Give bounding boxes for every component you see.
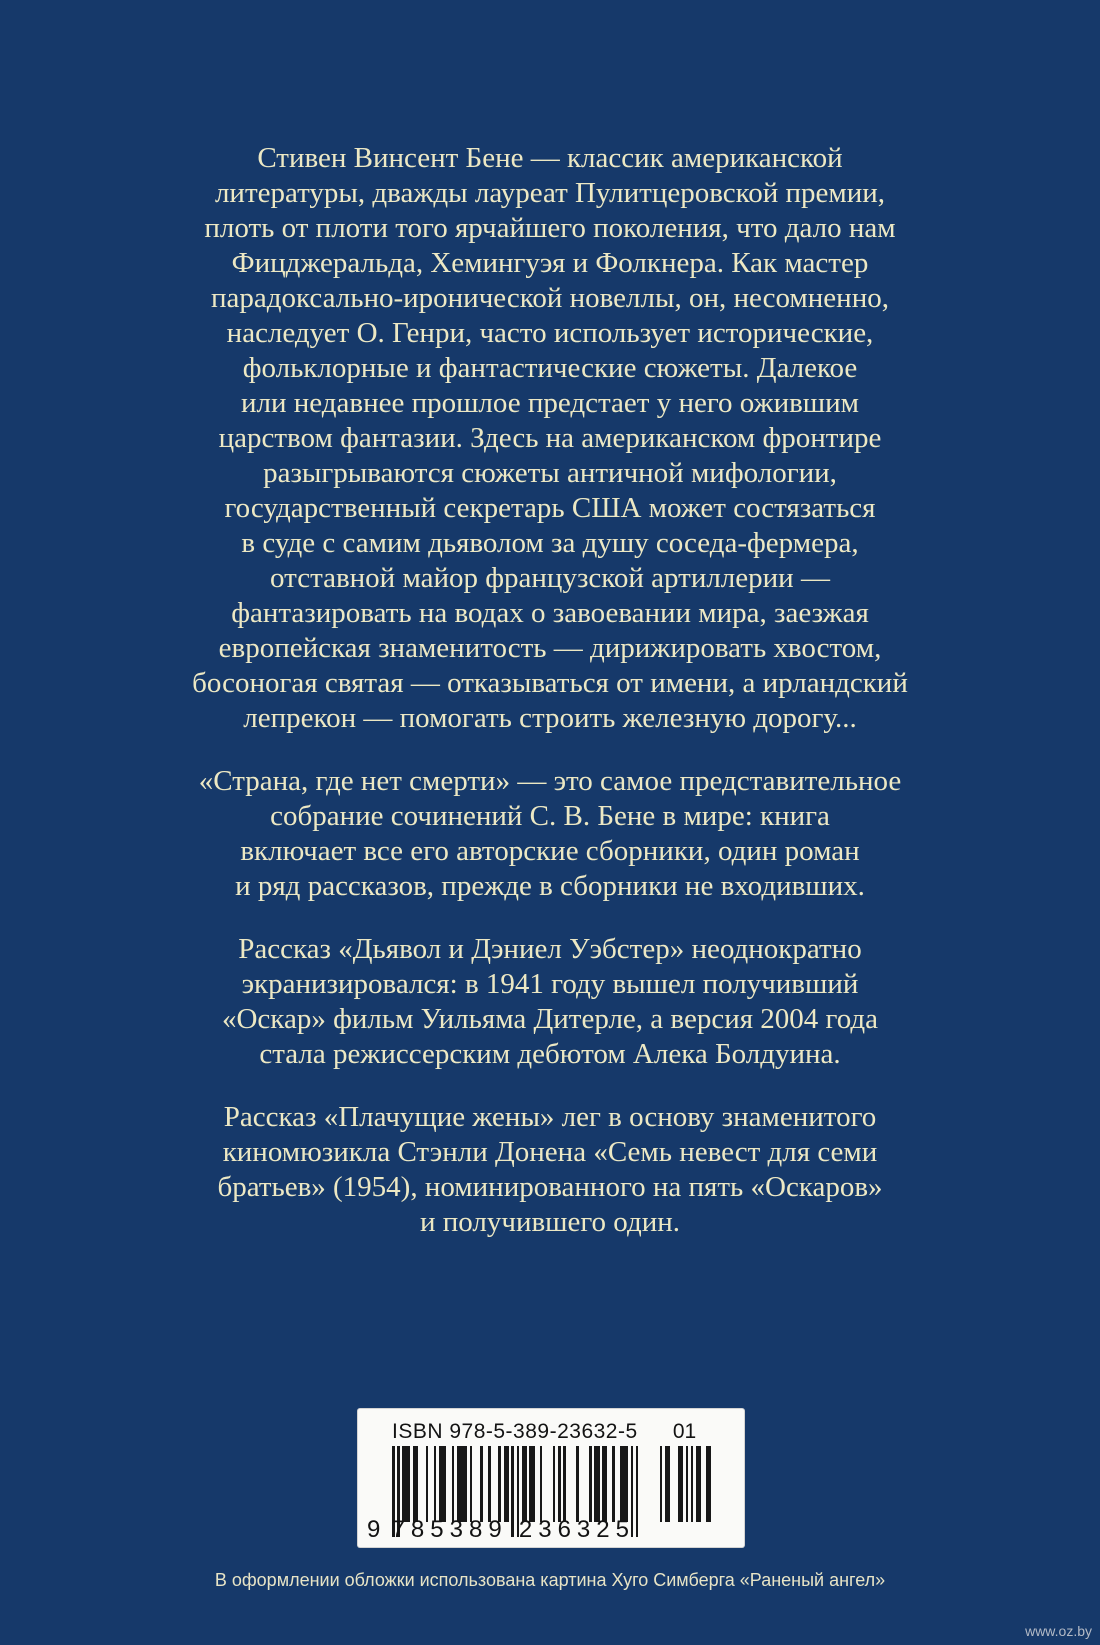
annotation-line: царством фантазии. Здесь на американском фронтире <box>218 422 882 454</box>
annotation-line: включает все его авторские сборники, один роман <box>240 835 860 867</box>
annotation-line: киномюзикла Стэнли Донена «Семь невест для семи <box>222 1136 878 1168</box>
addon-barcode <box>657 1446 711 1522</box>
annotation-line: экранизировался: в 1941 году вышел получивший <box>241 968 859 1000</box>
annotation-paragraph <box>100 932 1000 1072</box>
barcode-panel <box>357 1408 745 1548</box>
barcode-digit-group-1: 785389 <box>391 1516 508 1543</box>
annotation-line: фантазировать на водах о завоевании мира, заезжая <box>231 597 869 629</box>
annotation-line: собрание сочинений С. В. Бене в мире: книга <box>270 800 830 832</box>
annotation-line: государственный секретарь США может состязаться <box>224 492 876 524</box>
annotation-line: европейская знаменитость — дирижировать хвостом, <box>218 632 882 664</box>
annotation-line: Стивен Винсент Бене — классик американской <box>257 142 843 174</box>
annotation-line: и ряд рассказов, прежде в сборники не входивших. <box>235 870 865 902</box>
barcode-module <box>709 1446 712 1522</box>
annotation-text <box>100 141 1000 1268</box>
annotation-line: стала режиссерским дебютом Алека Болдуина. <box>259 1038 841 1070</box>
annotation-line: разыгрываются сюжеты античной мифологии, <box>263 457 837 489</box>
annotation-line: плоть от плоти того ярчайшего поколения, что дало нам <box>204 212 896 244</box>
barcode-digit-group-2: 236325 <box>518 1516 635 1543</box>
annotation-line: Рассказ «Плачущие жены» лег в основу знаменитого <box>223 1101 877 1133</box>
annotation-line: босоногая святая — отказываться от имени, а ирландский <box>192 667 908 699</box>
annotation-line: парадоксально-иронической новеллы, он, несомненно, <box>211 282 889 314</box>
barcode-module <box>636 1446 639 1537</box>
annotation-line: Рассказ «Дьявол и Дэниел Уэбстер» неоднократно <box>238 933 862 965</box>
barcode-digit-leading: 9 <box>367 1516 381 1543</box>
annotation-paragraph <box>100 764 1000 904</box>
annotation-line: и получившего один. <box>419 1206 680 1238</box>
annotation-paragraph <box>100 141 1000 736</box>
annotation-line: «Оскар» фильм Уильяма Дитерле, а версия 2004 года <box>221 1003 879 1035</box>
annotation-line: или недавнее прошлое предстает у него ожившим <box>240 387 860 419</box>
annotation-line: лепрекон — помогать строить железную дорогу... <box>243 702 857 734</box>
annotation-line: «Страна, где нет смерти» — это самое представительное <box>198 765 902 797</box>
annotation-line: литературы, дважды лауреат Пулитцеровской премии, <box>214 177 886 209</box>
isbn-label: ISBN 978-5-389-23632-5 <box>392 1420 638 1443</box>
annotation-line: отставной майор французской артиллерии — <box>270 562 830 594</box>
annotation-line: наследует О. Генри, часто использует исторические, <box>226 317 874 349</box>
barcode-addon-label: 01 <box>672 1420 697 1443</box>
cover-art-credit: В оформлении обложки использована картина Хуго Симберга «Раненый ангел» <box>214 1570 886 1590</box>
annotation-line: братьев» (1954), номинированного на пять «Оскаров» <box>217 1171 883 1203</box>
annotation-line: фольклорные и фантастические сюжеты. Далекое <box>242 352 858 384</box>
annotation-paragraph <box>100 1100 1000 1240</box>
shop-watermark: www.oz.by <box>1025 1623 1092 1639</box>
annotation-line: Фицджеральда, Хемингуэя и Фолкнера. Как мастер <box>231 247 869 279</box>
barcode-digits <box>367 1516 635 1544</box>
annotation-line: в суде с самим дьяволом за душу соседа-фермера, <box>241 527 859 559</box>
